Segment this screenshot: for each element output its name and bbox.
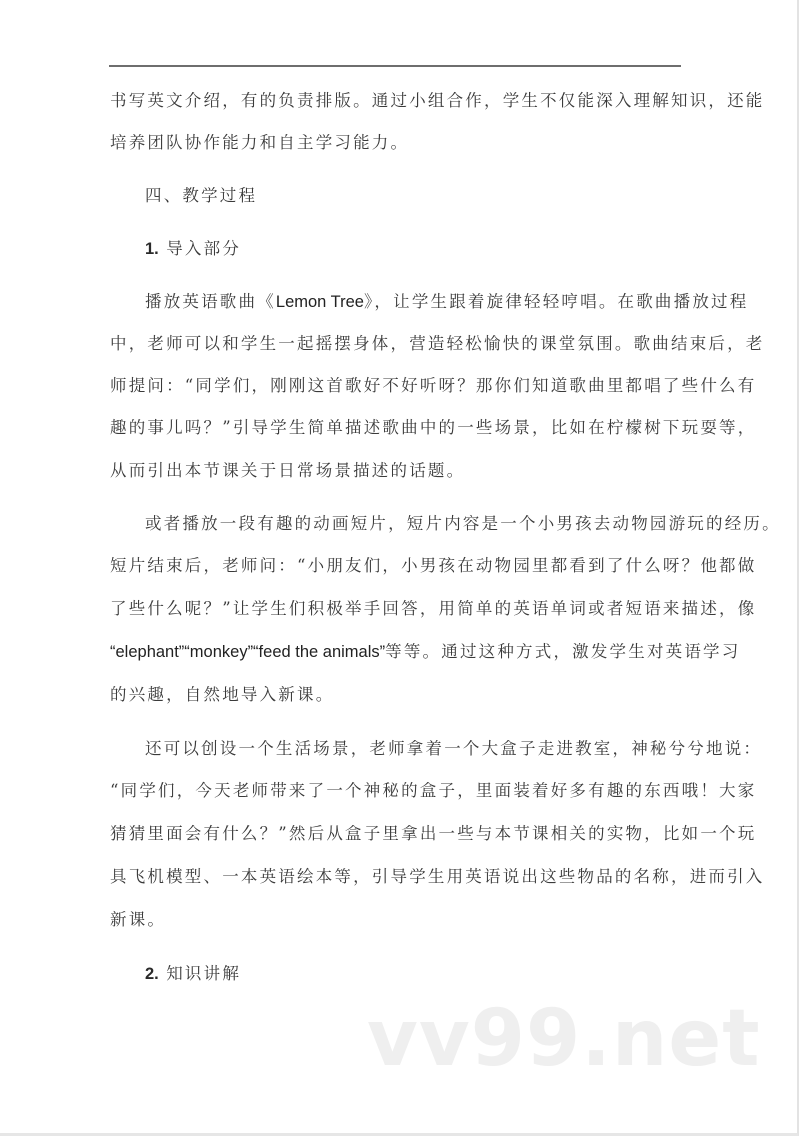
- english-examples: “elephant”“monkey”“feed the animals”: [110, 643, 386, 661]
- text-line: 或者播放一段有趣的动画短片，短片内容是一个小男孩去动物园游玩的经历。: [145, 514, 781, 533]
- text-line: 师提问：“同学们，刚刚这首歌好不好听呀？那你们知道歌曲里都唱了些什么有: [110, 376, 757, 395]
- text-line: 趣的事儿吗？”引导学生简单描述歌曲中的一些场景，比如在柠檬树下玩耍等，: [110, 418, 757, 437]
- section-heading: 四、教学过程: [145, 186, 258, 205]
- header-rule: [109, 65, 681, 67]
- subsection-title: 导入部分: [166, 239, 242, 258]
- text-line: 猜猜里面会有什么？”然后从盒子里拿出一些与本节课相关的实物，比如一个玩: [110, 824, 757, 843]
- text-segment: 》，让学生跟着旋律轻轻哼唱。在歌曲播放过程: [363, 292, 749, 311]
- text-line: 培养团队协作能力和自主学习能力。: [110, 133, 410, 152]
- song-title: Lemon Tree: [275, 293, 364, 311]
- text-line: 书写英文介绍，有的负责排版。通过小组合作，学生不仅能深入理解知识，还能: [110, 91, 765, 110]
- text-segment: 播放英语歌曲《: [145, 292, 276, 311]
- text-line: [110, 641, 740, 663]
- text-line: 从而引出本节课关于日常场景描述的话题。: [110, 461, 466, 480]
- text-segment: 等等。通过这种方式，激发学生对英语学习: [385, 642, 741, 661]
- subsection-number: 1.: [145, 240, 159, 258]
- text-line: 新课。: [110, 910, 167, 929]
- text-line: 还可以创设一个生活场景，老师拿着一个大盒子走进教室，神秘兮兮地说：: [145, 739, 763, 758]
- subsection-heading-2: [145, 963, 241, 985]
- text-line: 具飞机模型、一本英语绘本等，引导学生用英语说出这些物品的名称，进而引入: [110, 867, 765, 886]
- subsection-heading-1: [145, 238, 241, 260]
- text-line: 短片结束后，老师问：“小朋友们，小男孩在动物园里都看到了什么呀？他都做: [110, 556, 757, 575]
- subsection-title: 知识讲解: [166, 964, 242, 983]
- text-line: 了些什么呢？”让学生们积极举手回答，用简单的英语单词或者短语来描述，像: [110, 599, 757, 618]
- text-line: “同学们，今天老师带来了一个神秘的盒子，里面装着好多有趣的东西哦！大家: [110, 781, 757, 800]
- watermark: vv99.net: [367, 994, 761, 1084]
- text-line: 中，老师可以和学生一起摇摆身体，营造轻松愉快的课堂氛围。歌曲结束后，老: [110, 334, 765, 353]
- text-line: 的兴趣，自然地导入新课。: [110, 685, 335, 704]
- subsection-number: 2.: [145, 965, 159, 983]
- text-line: [145, 291, 748, 313]
